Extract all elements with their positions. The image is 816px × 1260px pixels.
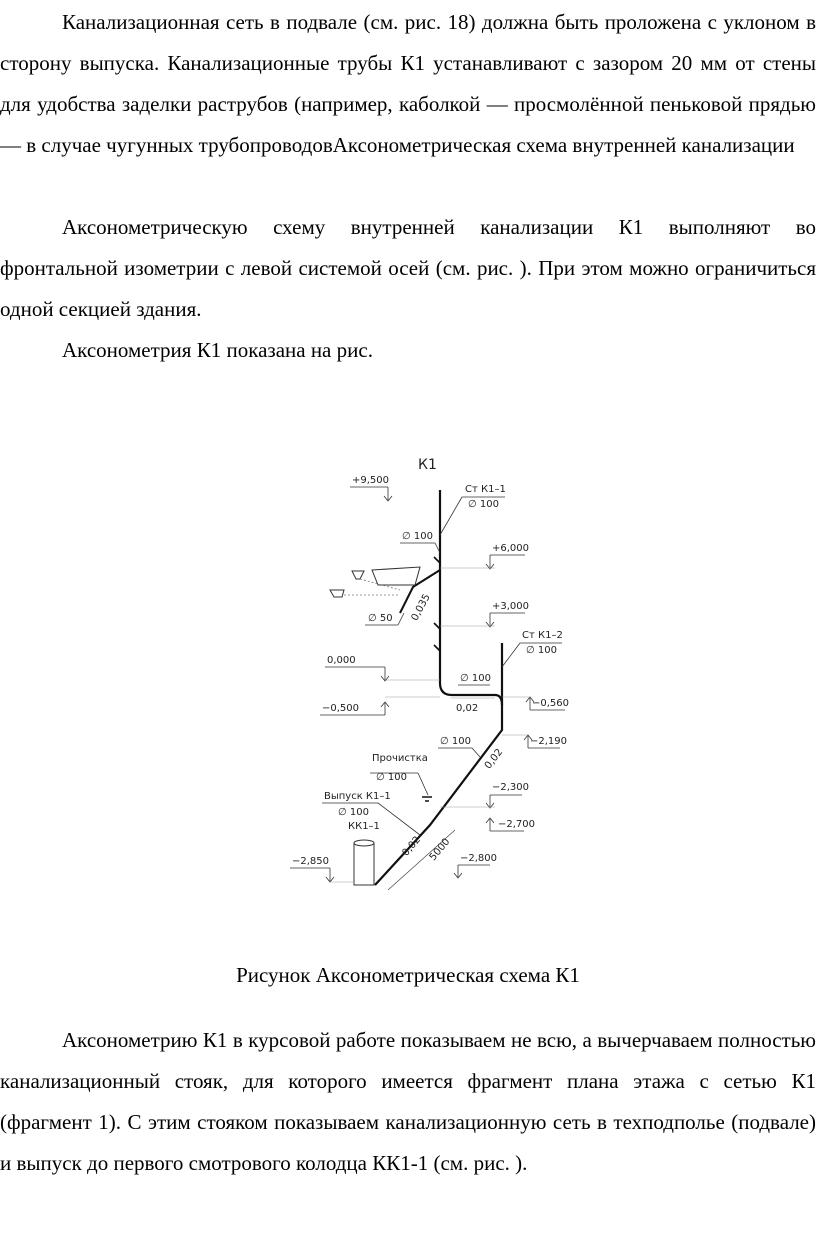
sink-fixture xyxy=(352,571,364,579)
bathtub-fixture xyxy=(372,567,420,585)
diagram-title: К1 xyxy=(418,457,437,473)
slope-002-c: 0,02 xyxy=(400,834,424,859)
level-minus-050: −0,500 xyxy=(322,703,360,714)
inspection-well xyxy=(354,843,374,885)
diameter-100-b: ∅ 100 xyxy=(460,673,491,684)
well-label: КК1–1 xyxy=(348,821,380,832)
figure-caption: Рисунок Аксонометрическая схема К1 xyxy=(236,963,580,987)
riser-1-diameter: ∅ 100 xyxy=(468,499,499,510)
slope-002-b: 0,02 xyxy=(482,746,506,772)
diameter-100-c: ∅ 100 xyxy=(440,736,471,747)
slope-0035: 0,035 xyxy=(409,592,433,623)
riser-2-label: Ст К1–2 xyxy=(522,630,563,641)
paragraph-2: Аксонометрическую схему внутренней канализации К1 выполняют во фронтальной изометрии с левой системой осей (см. рис. ). При этом можно ограничиться одной секцией здания. xyxy=(0,215,816,321)
cleanout-diameter: ∅ 100 xyxy=(376,772,407,783)
slope-002-a: 0,02 xyxy=(456,703,479,714)
basin-fixture xyxy=(330,590,344,597)
outlet-diameter: ∅ 100 xyxy=(338,807,369,818)
level-minus-056: −0,560 xyxy=(532,698,570,709)
level-zero: 0,000 xyxy=(327,655,356,666)
riser-2-diameter: ∅ 100 xyxy=(526,645,557,656)
diameter-100-a: ∅ 100 xyxy=(402,531,433,542)
level-minus-285: −2,850 xyxy=(292,856,330,867)
level-plus-3: +3,000 xyxy=(492,601,530,612)
level-minus-219: −2,190 xyxy=(530,736,568,747)
level-plus-6: +6,000 xyxy=(492,543,530,554)
cleanout-label: Прочистка xyxy=(372,753,428,764)
diameter-50: ∅ 50 xyxy=(368,613,393,624)
diagram-svg xyxy=(290,445,570,895)
basement-horizontal-pipe xyxy=(440,683,502,705)
level-minus-230: −2,300 xyxy=(492,782,530,793)
axonometric-diagram xyxy=(290,445,570,895)
level-minus-270: −2,700 xyxy=(498,819,536,830)
riser-1-label: Ст К1–1 xyxy=(465,484,506,495)
level-top: +9,500 xyxy=(352,475,390,486)
level-minus-280: −2,800 xyxy=(460,853,498,864)
paragraph-1: Канализационная сеть в подвале (см. рис. 18) должна быть проложена с уклоном в сторону выпуска. Канализационные трубы К1 устанавливают с зазором 20 мм от стены для удобства заделки раструбов (например, каболкой — просмолённой пеньковой прядью — в случае чугунных трубопроводовАксонометрическая схема внутренней канализации xyxy=(0,10,816,157)
paragraph-3: Аксонометрия К1 показана на рис. xyxy=(62,338,373,362)
length-5000: 5000 xyxy=(427,836,453,864)
outlet-label: Выпуск К1–1 xyxy=(324,791,391,802)
paragraph-4: Аксонометрию К1 в курсовой работе показываем не всю, а вычерчаваем полностью канализационный стояк, для которого имеется фрагмент плана этажа с сетью К1 (фрагмент 1). С этим стояком показываем канализационную сеть в техподполье (подвале) и выпуск до первого смотрового колодца КК1-1 (см. рис. ). xyxy=(0,1028,816,1175)
